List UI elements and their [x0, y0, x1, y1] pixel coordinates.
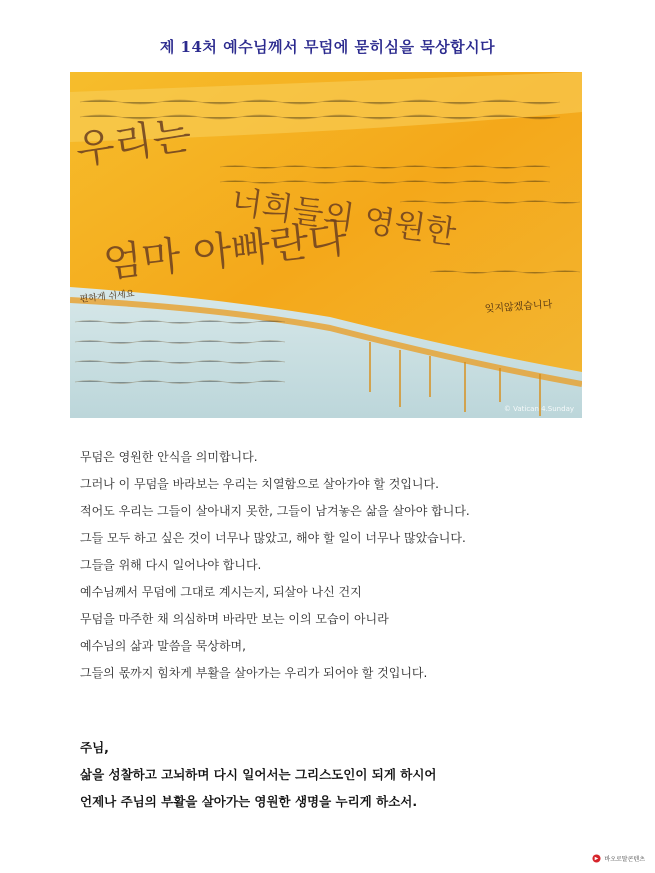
- wall-text-small: 잊지않겠습니다: [484, 299, 553, 315]
- wall-text-right: 너희들의 영원한: [228, 182, 459, 252]
- publisher-logo-icon: [592, 854, 601, 863]
- meditation-line: 적어도 우리는 그들이 살아내지 못한, 그들이 남겨놓은 삶을 살아야 합니다.: [80, 504, 470, 518]
- wall-text-main: 우리는: [72, 112, 195, 174]
- prayer-text: [80, 734, 600, 815]
- meditation-text: [80, 444, 600, 687]
- meditation-line: 무덤을 마주한 채 의심하며 바라만 보는 이의 모습이 아니라: [80, 612, 389, 626]
- wall-text-small-2: 편하게 쉬세요: [79, 289, 136, 305]
- meditation-line: 무덤은 영원한 안식을 의미합니다.: [80, 450, 258, 464]
- prayer-line: 언제나 주님의 부활을 살아가는 영원한 생명을 누리게 하소서.: [80, 794, 418, 809]
- meditation-line: 그러나 이 무덤을 바라보는 우리는 치열함으로 살아가야 할 것입니다.: [80, 477, 439, 491]
- prayer-line: 주님,: [80, 740, 109, 755]
- meditation-line: 그들을 위해 다시 일어나야 합니다.: [80, 558, 262, 572]
- meditation-line: 예수님께서 무덤에 그대로 계시는지, 되살아 나신 건지: [80, 585, 362, 599]
- page-title: 제 14처 예수님께서 무덤에 묻히심을 묵상합시다: [159, 38, 496, 56]
- meditation-line: 예수님의 삶과 말씀을 묵상하며,: [80, 639, 246, 653]
- publisher-logo: [592, 854, 645, 863]
- memorial-wall-photo: [70, 72, 582, 418]
- wall-text-line2: 엄마 아빠란다: [101, 215, 350, 287]
- meditation-line: 그들 모두 하고 싶은 것이 너무나 많았고, 해야 할 일이 너무나 많았습니다.: [80, 531, 466, 545]
- photo-credit: © Vatican 4.Sunday: [503, 405, 574, 413]
- prayer-line: 삶을 성찰하고 고뇌하며 다시 일어서는 그리스도인이 되게 하시어: [80, 767, 437, 782]
- publisher-name: 바오로딸콘텐츠: [604, 856, 645, 863]
- meditation-line: 그들의 몫까지 힘차게 부활을 살아가는 우리가 되어야 할 것입니다.: [80, 666, 428, 680]
